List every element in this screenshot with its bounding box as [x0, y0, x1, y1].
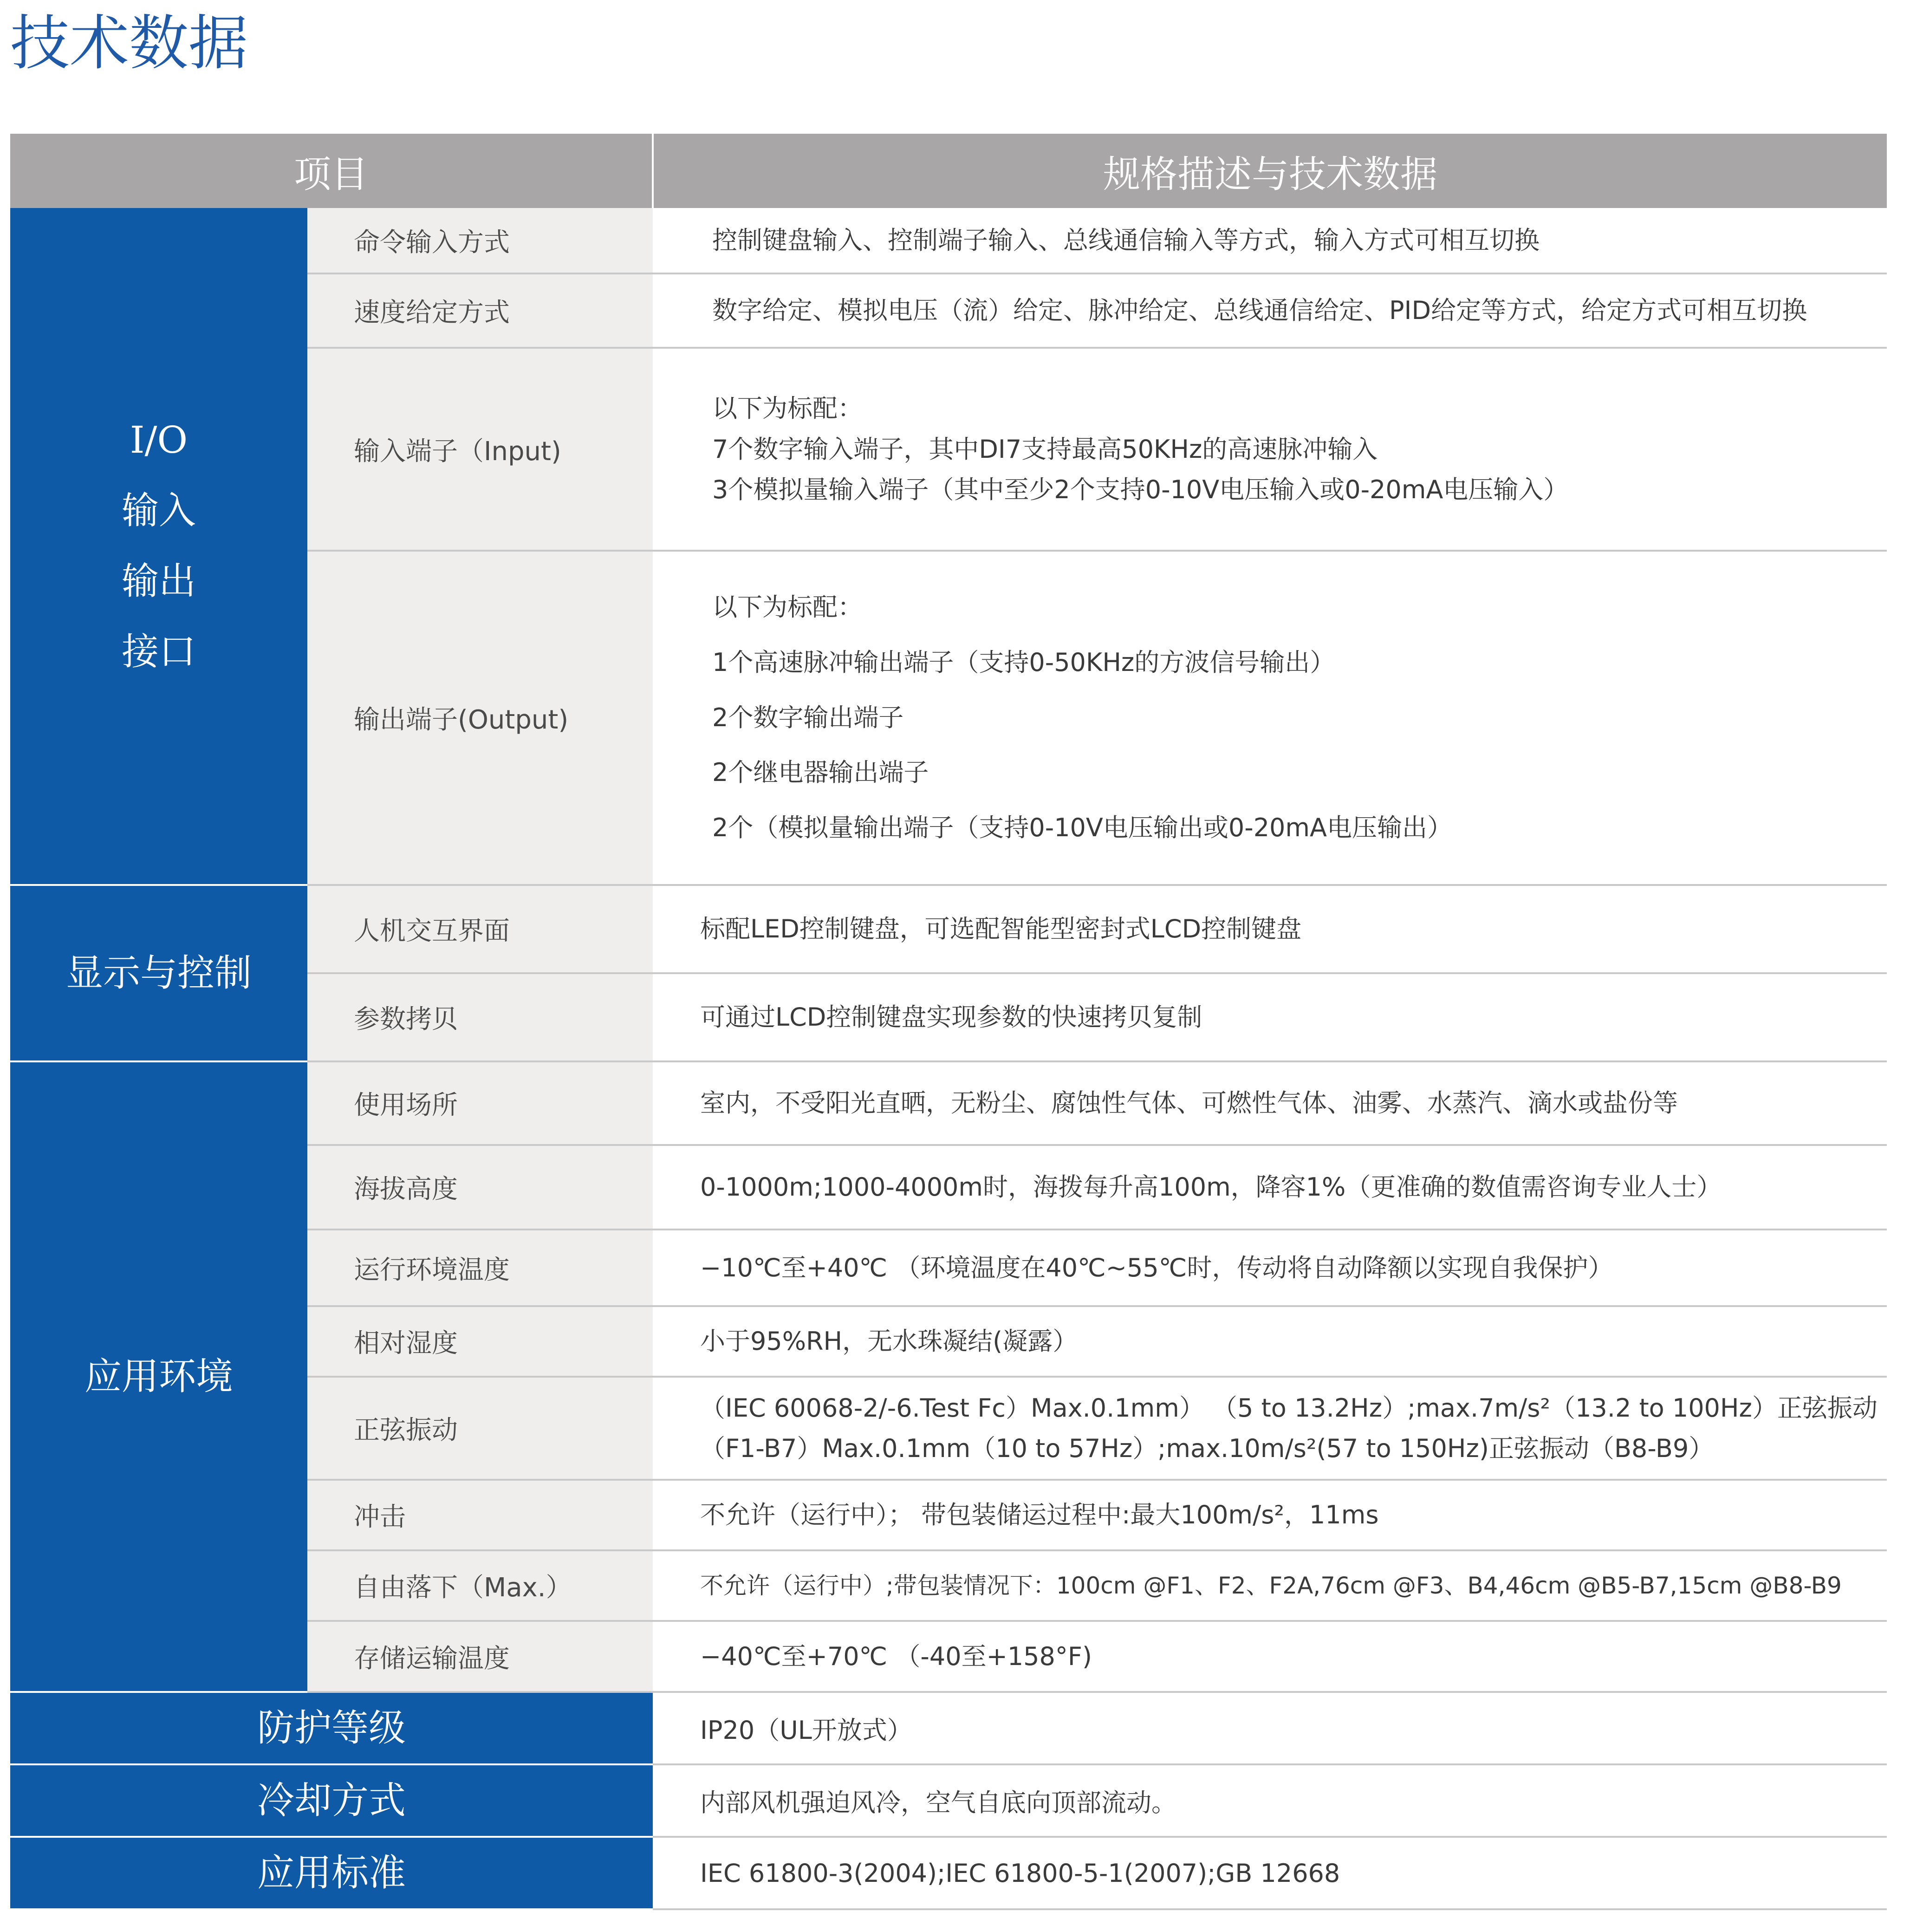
- row-value-line: 0-1000m;1000-4000m时，海拨每升高100m，降容1%（更准确的数值需咨询专业人士）: [700, 1172, 1722, 1202]
- row-label: 速度给定方式: [307, 273, 653, 348]
- category-io-line: I/O: [130, 418, 188, 462]
- row-value: [653, 1550, 1887, 1621]
- row-label: 命令输入方式: [307, 208, 653, 273]
- row-value-line: 控制键盘输入、控制端子输入、总线通信输入等方式，输入方式可相互切换: [712, 225, 1540, 255]
- header-spec: 规格描述与技术数据: [653, 134, 1887, 208]
- category-io-line: 输入: [122, 489, 196, 532]
- row-label: 相对湿度: [307, 1306, 653, 1377]
- row-value-line: 小于95%RH，无水珠凝结(凝露）: [700, 1327, 1078, 1356]
- row-value: IP20（UL开放式）: [653, 1692, 1887, 1764]
- row-value: [653, 348, 1887, 551]
- row-value: [653, 1145, 1887, 1229]
- row-value: [653, 1621, 1887, 1692]
- row-value-line: −10℃至+40℃ （环境温度在40℃~55℃时，传动将自动降额以实现自我保护）: [700, 1253, 1613, 1282]
- row-value-line: 数字给定、模拟电压（流）给定、脉冲给定、总线通信给定、PID给定等方式，给定方式可相互切换: [712, 296, 1807, 325]
- row-value-line: 3个模拟量输入端子（其中至少2个支持0-10V电压输入或0-20mA电压输入）: [712, 475, 1569, 505]
- row-value-line: 7个数字输入端子，其中DI7支持最高50KHz的高速脉冲输入: [712, 434, 1378, 464]
- table-row: [10, 885, 1887, 973]
- table-row: [10, 1692, 1887, 1764]
- category-standard: 应用标准: [10, 1837, 653, 1909]
- category-display: 显示与控制: [10, 885, 307, 1061]
- row-value-line: （F1-B7）Max.0.1mm（10 to 57Hz）;max.10m/s²(57 to 150Hz)正弦振动（B8-B9）: [700, 1434, 1714, 1463]
- row-label: 运行环境温度: [307, 1229, 653, 1306]
- row-label: 自由落下（Max.）: [307, 1550, 653, 1621]
- row-value: [653, 1229, 1887, 1306]
- page-title: 技术数据: [10, 9, 248, 78]
- category-protection: 防护等级: [10, 1692, 653, 1764]
- row-value-line: 1个高速脉冲输出端子（支持0-50KHz的方波信号输出）: [712, 647, 1335, 677]
- row-value: [653, 885, 1887, 973]
- row-label: 参数拷贝: [307, 973, 653, 1061]
- row-value: [653, 1377, 1887, 1480]
- row-value: [653, 1061, 1887, 1145]
- row-value-line: 2个继电器输出端子: [712, 758, 929, 787]
- category-cooling: 冷却方式: [10, 1764, 653, 1837]
- row-label: 存储运输温度: [307, 1621, 653, 1692]
- row-value-line: 标配LED控制键盘，可选配智能型密封式LCD控制键盘: [700, 914, 1302, 944]
- category-io-line: 输出: [122, 559, 196, 603]
- row-value-line: 不允许（运行中）;带包装情况下：100cm @F1、F2、F2A,76cm @F3、B4,46cm @B5-B7,15cm @B8-B9: [700, 1572, 1842, 1599]
- row-value: [653, 1480, 1887, 1550]
- row-value: [653, 208, 1887, 273]
- row-value-line: 室内，不受阳光直晒，无粉尘、腐蚀性气体、可燃性气体、油雾、水蒸汽、滴水或盐份等: [700, 1088, 1678, 1118]
- row-label: 正弦振动: [307, 1377, 653, 1480]
- row-value-line: （IEC 60068-2/-6.Test Fc）Max.0.1mm） （5 to 13.2Hz）;max.7m/s²（13.2 to 100Hz）正弦振动: [700, 1393, 1878, 1423]
- table-row: [10, 1837, 1887, 1909]
- row-value: [653, 1306, 1887, 1377]
- category-env: 应用环境: [10, 1061, 307, 1692]
- row-value: [653, 551, 1887, 885]
- header-item: 项目: [10, 134, 653, 208]
- row-value-line: 可通过LCD控制键盘实现参数的快速拷贝复制: [700, 1002, 1202, 1032]
- row-label: 冲击: [307, 1480, 653, 1550]
- row-label: 输出端子(Output): [307, 551, 653, 885]
- table-row: [10, 208, 1887, 273]
- row-value: [653, 973, 1887, 1061]
- row-value: IEC 61800-3(2004);IEC 61800-5-1(2007);GB 12668: [653, 1837, 1887, 1909]
- table-row: [10, 1764, 1887, 1837]
- row-value: 内部风机强迫风冷，空气自底向顶部流动。: [653, 1764, 1887, 1837]
- category-io-line: 接口: [122, 630, 196, 673]
- row-value-line: 2个数字输出端子: [712, 703, 904, 732]
- table-row: [10, 1061, 1887, 1145]
- row-value-line: −40℃至+70℃ （-40至+158°F): [700, 1641, 1092, 1671]
- table-header-row: [10, 134, 1887, 208]
- row-label: 输入端子（Input): [307, 348, 653, 551]
- category-io: [10, 208, 307, 885]
- row-label: 人机交互界面: [307, 885, 653, 973]
- row-value-line: 以下为标配：: [712, 592, 863, 622]
- row-value-line: 2个（模拟量输出端子（支持0-10V电压输出或0-20mA电压输出）: [712, 813, 1452, 843]
- spec-table: [10, 134, 1887, 1910]
- row-value: [653, 273, 1887, 348]
- row-value-line: 以下为标配：: [712, 394, 863, 423]
- row-label: 海拔高度: [307, 1145, 653, 1229]
- row-value-line: 不允许（运行中）； 带包装储运过程中:最大100m/s²，11ms: [700, 1500, 1379, 1530]
- row-label: 使用场所: [307, 1061, 653, 1145]
